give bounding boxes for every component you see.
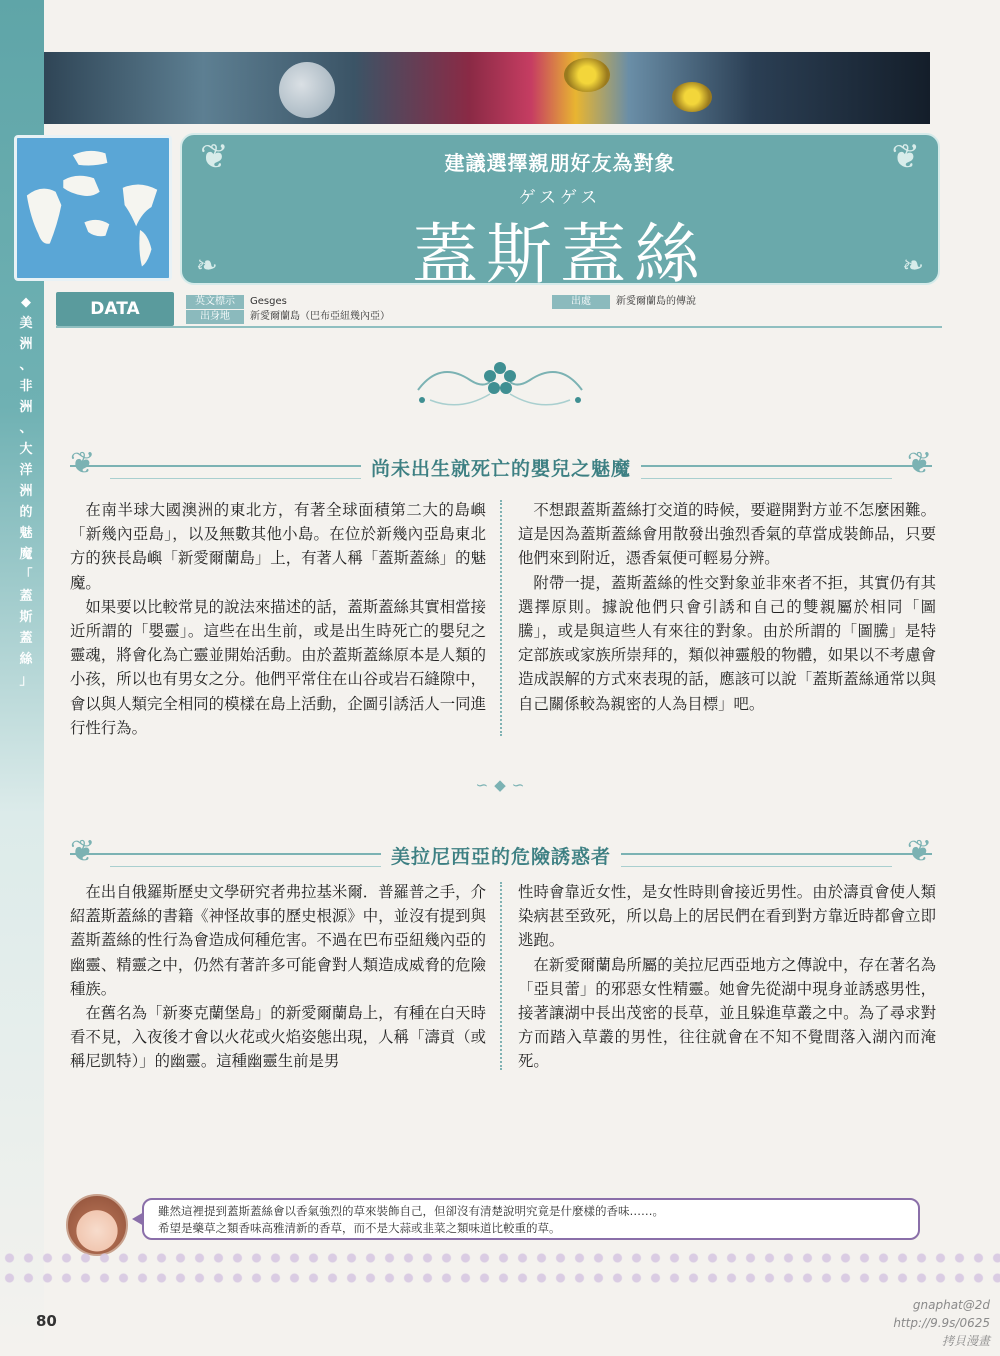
section-heading-1 [70,444,932,488]
body-paragraph: 在舊名為「新麥克蘭堡島」的新愛爾蘭島上，有種在白天時看不見，入夜後才會以火花或火焰姿態出現，人稱「濤貢（或稱尼凱特）」的幽靈。這種幽靈生前是男 [70,1004,486,1071]
section2-right-paragraphs [518,953,936,1074]
side-label-char: 洲 [19,484,33,499]
world-map-thumbnail [14,135,172,281]
data-origin-key: 出身地 [186,310,244,324]
side-label-char: 洲 [19,400,33,415]
body-paragraph: 如果要以比較常見的說法來描述的話，蓋斯蓋絲其實相當接近所謂的「嬰靈」。這些在出生前，或是出生時死亡的嬰兒之靈魂，將會化為亡靈並開始活動。由於蓋斯蓋絲原本是人類的小孩，所以也有男女之分。他們平常住在山谷或岩石縫隙中，會以與人類完全相同的模樣在島上活動，企圖引誘活人一同進行性行為。 [70,597,486,737]
top-banner-illustration [44,52,930,124]
data-english [186,295,287,309]
page-number: 80 [36,1312,57,1330]
body-paragraph: 附帶一提，蓋斯蓋絲的性交對象並非來者不拒，其實仍有其選擇原則。據說他們只會引誘和自己的雙親屬於相同「圖騰」，或是與這些人有來往的對象。由於所謂的「圖騰」是特定部族或家族所崇拜的，類似神靈般的物體，如果以不考慮會造成誤解的方式來表現的話，應該可以說「蓋斯蓋絲通常以與自己關係較為親密的人為目標」吧。 [518,573,936,713]
side-label-char: 蓋 [19,631,33,646]
side-label-char: 、 [19,421,33,436]
data-source-key: 出處 [552,295,610,309]
body-paragraph: 在新愛爾蘭島所屬的美拉尼西亞地方之傳說中，存在著名為「亞貝蕾」的邪惡女性精靈。她會先從湖中現身並誘惑男性，接著讓湖中長出茂密的長草，並且躲進草叢之中。為了尋求對方而踏入草叢的男性，往往就會在不知不覺間落入湖內而淹死。 [518,955,936,1071]
flourish-icon: ❦ [891,137,920,177]
data-origin-value: 新愛爾蘭島（巴布亞紐幾內亞） [250,311,390,322]
mini-ornament-icon: ∽◆∽ [475,776,531,794]
side-label-char: 「 [19,568,33,583]
side-label-char: 美 [19,316,33,331]
side-label-char: 」 [19,673,33,688]
side-label-char: 的 [19,505,33,520]
watermark-line: 拷貝漫畫 [941,1334,990,1348]
watermark-line: gnaphat@2d [912,1298,990,1312]
world-map-icon [17,138,169,278]
narrator-avatar [66,1194,128,1256]
section1-right-column [518,498,936,716]
data-source-value: 新愛爾蘭島的傳說 [616,296,696,307]
character-eye-illustration [564,58,610,92]
side-label-char: 絲 [19,652,33,667]
page-title: 蓋斯蓋絲 [412,216,708,293]
comment-line-2: 希望是藥草之類香味高雅清新的香草，而不是大蒜或韭菜之類味道比較重的草。 [158,1221,561,1235]
flourish-icon: ❧ [902,251,924,281]
section1-left-column [70,498,486,740]
column-divider [500,882,502,1070]
side-label-char: 、 [19,358,33,373]
side-label-char: 洲 [19,337,33,352]
section2-right-continuation: 性時會靠近女性，是女性時則會接近男性。由於濤貢會使人類染病甚至致死，所以島上的居民們在看到對方靠近時都會立即逃跑。 [518,883,936,950]
data-english-value: Gesges [250,296,287,307]
watermark-line: http://9.9s/0625 [893,1316,990,1330]
character-eye-illustration [672,82,712,112]
side-label-char: 魅 [19,526,33,541]
side-label-char: 大 [19,442,33,457]
section2-right-column [518,880,936,1074]
data-origin [186,310,390,324]
body-paragraph: 在南半球大國澳洲的東北方，有著全球面積第二大的島嶼「新幾內亞島」，以及無數其他小島。在位於新幾內亞島東北方的狹長島嶼「新愛爾蘭島」上，有著人稱「蓋斯蓋絲」的魅魔。 [70,501,486,592]
side-label-char: 魔 [19,547,33,562]
flourish-icon: ❦ [70,834,96,869]
flourish-icon: ❦ [70,446,96,481]
body-paragraph: 在出自俄羅斯歷史文學研究者弗拉基米爾．普羅普之手，介紹蓋斯蓋絲的書籍《神怪故事的歷史根源》中，並沒有提到與蓋斯蓋絲的性行為會造成何種危害。不過在巴布亞紐幾內亞的幽靈、精靈之中，仍然有著許多可能會對人類造成威脅的危險種族。 [70,883,486,998]
section2-left-column [70,880,486,1074]
side-label-char: 洋 [19,463,33,478]
data-english-key: 英文標示 [186,295,244,309]
title-subtitle: 建議選擇親朋好友為對象 [444,151,676,175]
flourish-icon: ❦ [906,446,932,481]
watermark [820,1296,990,1346]
side-label-char: 蓋 [19,589,33,604]
title-ruby: ゲスゲス [518,188,602,208]
side-chapter-label [16,292,36,691]
side-label-char: 斯 [19,610,33,625]
comment-line-1: 雖然這裡提到蓋斯蓋絲會以香氣強烈的草來裝飾自己，但卻沒有清楚說明究竟是什麼樣的香味……。 [158,1204,664,1218]
section-title: 尚未出生就死亡的嬰兒之魅魔 [361,458,641,480]
side-label-char: ◆ [21,295,31,310]
comment-bubble [142,1198,920,1240]
side-label-char: 非 [19,379,33,394]
flower-ornament-icon [410,350,590,416]
data-divider [56,326,942,328]
title-panel [180,133,940,293]
section-heading-2 [70,832,932,876]
section-title: 美拉尼西亞的危險誘惑者 [381,846,621,868]
data-source [552,295,696,309]
body-paragraph: 不想跟蓋斯蓋絲打交道的時候，要避開對方並不怎麼困難。這是因為蓋斯蓋絲會用散發出強烈香氣的草當成裝飾品，只要他們來到附近，憑香氣便可輕易分辨。 [518,501,936,568]
floral-ornament [410,350,590,416]
column-divider [500,500,502,736]
flourish-icon: ❧ [196,251,218,281]
flourish-icon: ❦ [200,137,229,177]
data-label: DATA [56,292,174,326]
moon-illustration [279,62,335,118]
dot-pattern-decoration [0,1248,1000,1292]
flourish-icon: ❦ [906,834,932,869]
